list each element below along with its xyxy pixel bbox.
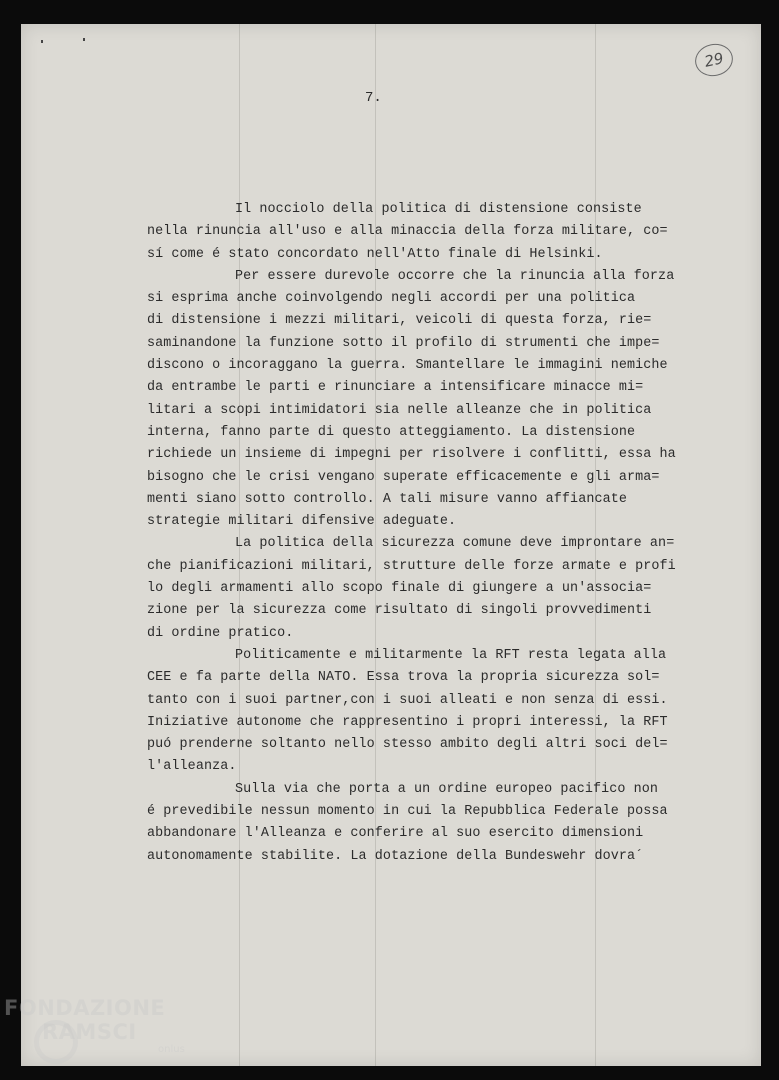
paper-mark	[83, 38, 85, 41]
text-line: La politica della sicurezza comune deve improntare an=	[235, 536, 675, 552]
text-line: strategie militari difensive adeguate.	[147, 514, 457, 530]
text-line: nella rinuncia all'uso e alla minaccia della forza militare, co=	[147, 224, 668, 240]
text-line: puó prenderne soltanto nello stesso ambito degli altri soci del=	[147, 737, 668, 753]
text-line: Sulla via che porta a un ordine europeo pacifico non	[235, 781, 659, 797]
paper-mark	[41, 40, 43, 43]
text-line: Politicamente e militarmente la RFT resta legata alla	[235, 647, 667, 663]
g-logo-icon	[34, 1020, 78, 1064]
text-line: l'alleanza.	[147, 759, 237, 775]
text-line: che pianificazioni militari, strutture delle forze armate e profi	[147, 558, 676, 574]
typed-text	[147, 199, 737, 868]
watermark-line: onlus	[158, 1044, 185, 1055]
text-line: abbandonare l'Alleanza e conferire al suo esercito dimensioni	[147, 826, 644, 842]
text-line: di distensione i mezzi militari, veicoli di questa forza, rie=	[147, 313, 652, 329]
text-line: CEE e fa parte della NATO. Essa trova la propria sicurezza sol=	[147, 670, 660, 686]
text-line: interna, fanno parte di questo atteggiamento. La distensione	[147, 424, 636, 440]
text-line: autonomamente stabilite. La dotazione della Bundeswehr dovra´	[147, 848, 644, 864]
text-line: litari a scopi intimidatori sia nelle alleanze che in politica	[147, 402, 652, 418]
text-line: bisogno che le crisi vengano superate efficacemente e gli arma=	[147, 469, 660, 485]
document-page	[21, 24, 761, 1066]
text-line: si esprima anche coinvolgendo negli accordi per una politica	[147, 291, 636, 307]
text-line: richiede un insieme di impegni per risolvere i conflitti, essa ha	[147, 447, 676, 463]
archive-stamp	[692, 40, 736, 79]
text-line: Il nocciolo della politica di distensione consiste	[235, 202, 642, 217]
watermark-line: FONDAZIONE	[4, 996, 166, 1020]
text-line: menti siano sotto controllo. A tali misure vanno affiancate	[147, 491, 628, 507]
watermark-line	[4, 1020, 185, 1044]
archive-number: 29	[702, 49, 726, 71]
text-line: lo degli armamenti allo scopo finale di giungere a un'associa=	[147, 581, 652, 597]
text-line: da entrambe le parti e rinunciare a intensificare minacce mi=	[147, 380, 644, 396]
text-line: é prevedibile nessun momento in cui la Repubblica Federale possa	[147, 804, 668, 820]
text-line: discono o incoraggano la guerra. Smantellare le immagini nemiche	[147, 358, 668, 374]
text-line: di ordine pratico.	[147, 625, 294, 641]
watermark-text: RAMSCI	[42, 1020, 137, 1044]
page-number: 7.	[365, 90, 382, 106]
watermark-logo	[4, 996, 185, 1062]
text-line: sí come é stato concordato nell'Atto finale di Helsinki.	[147, 246, 603, 262]
text-line: Per essere durevole occorre che la rinuncia alla forza	[235, 268, 675, 284]
text-line: zione per la sicurezza come risultato di singoli provvedimenti	[147, 603, 652, 619]
text-line: Iniziative autonome che rappresentino i propri interessi, la RFT	[147, 714, 668, 730]
text-line: saminandone la funzione sotto il profilo di strumenti che impe=	[147, 335, 660, 351]
text-line: tanto con i suoi partner,con i suoi alleati e non senza di essi.	[147, 692, 668, 708]
